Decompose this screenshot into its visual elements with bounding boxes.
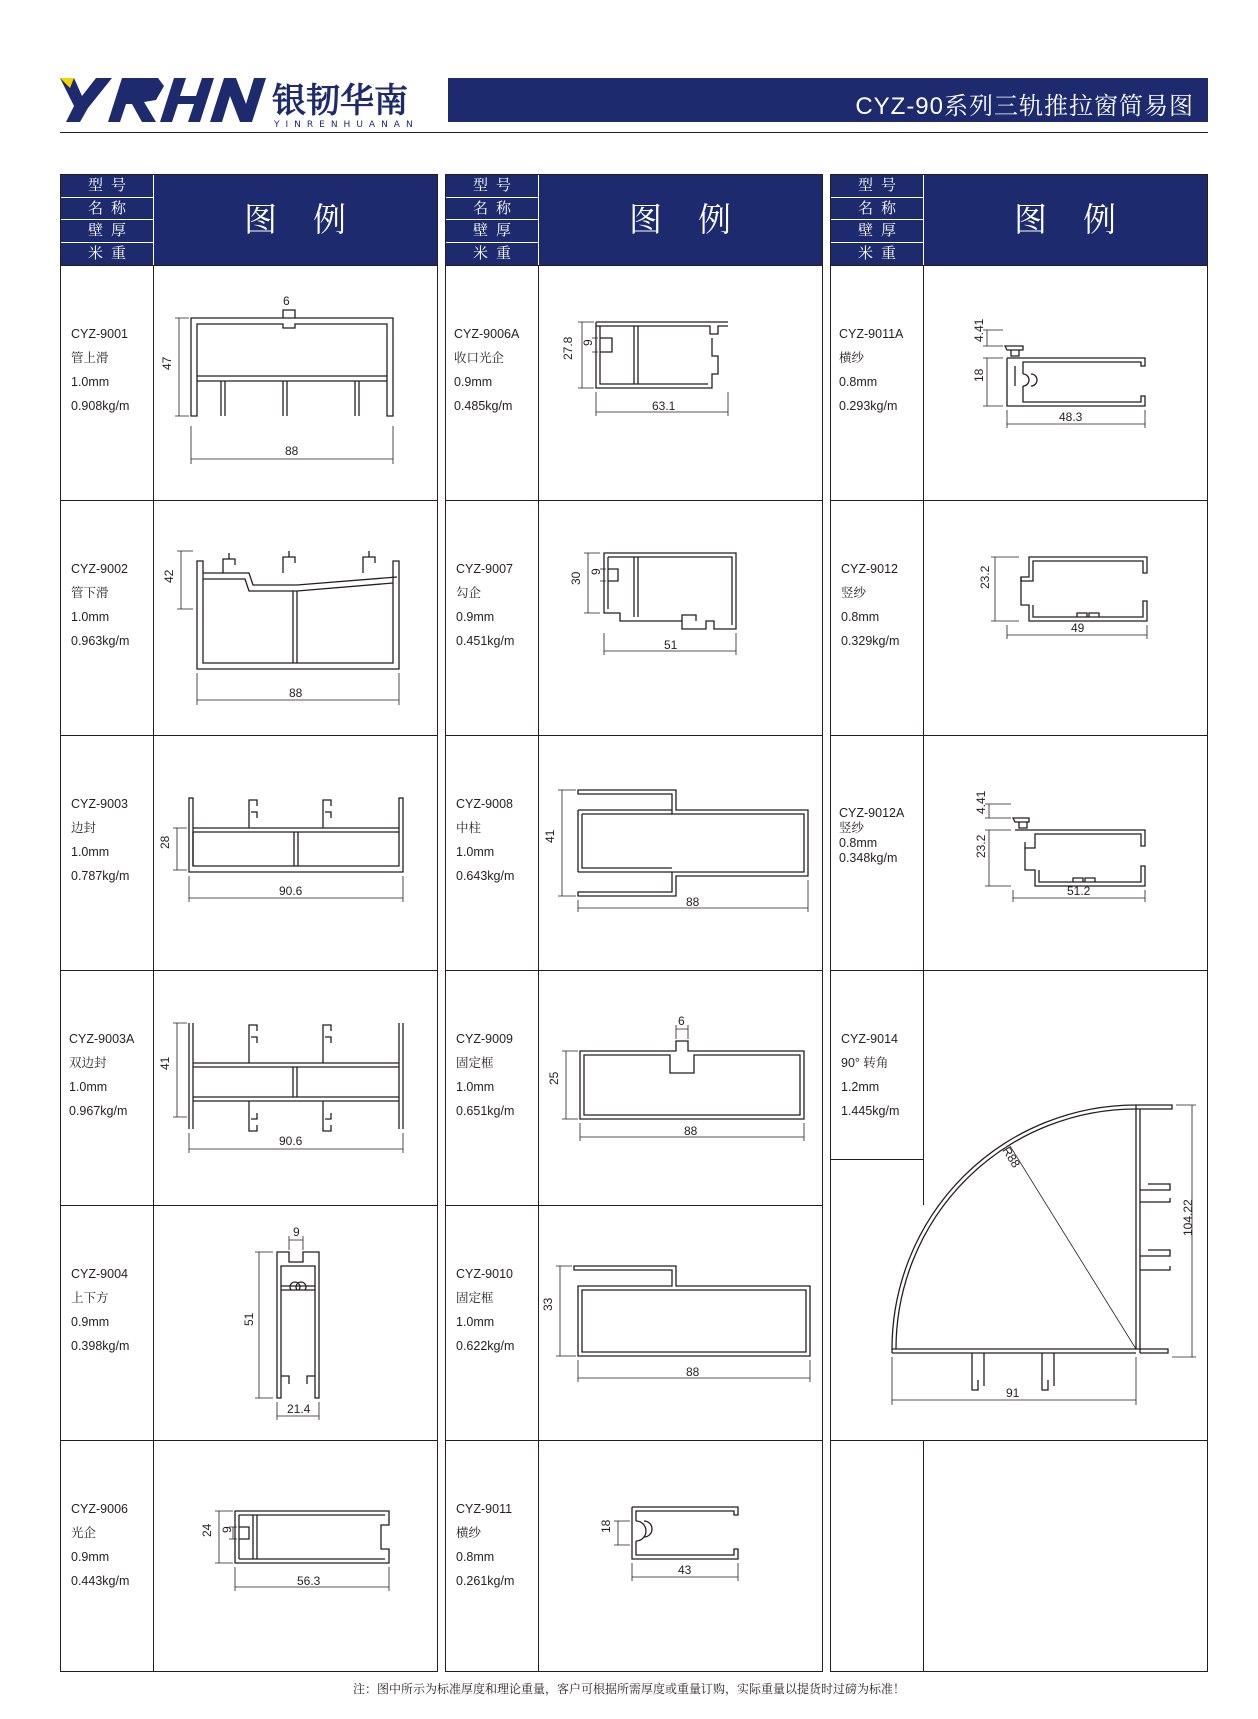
dim-label: 51 [664,638,678,652]
product-info [71,322,129,418]
product-weight: 0.293kg/m [839,399,898,413]
dim-label: 4.41 [974,790,988,814]
dim-label: 41 [543,829,557,843]
product-thickness: 1.0mm [456,1080,495,1094]
product-info [839,806,904,866]
column-keys [61,175,154,265]
product-code: CYZ-9012A [839,806,905,820]
dim-label: 18 [972,368,986,382]
column-header [446,175,822,265]
column-separator [923,1440,924,1671]
dim-label: 56.3 [297,1574,321,1588]
dim-label: 23.2 [978,565,992,589]
dim-label: 88 [686,1365,700,1379]
product-thickness: 0.9mm [454,375,493,389]
product-row [446,1205,822,1440]
dim-label: 9 [589,568,603,575]
product-thickness: 1.0mm [71,610,110,624]
product-thickness: 1.0mm [69,1080,108,1094]
profile-drawing [923,736,1209,970]
product-name: 管上滑 [71,351,109,365]
product-row [831,265,1207,500]
product-info [69,1027,134,1123]
product-code: CYZ-9003A [69,1032,135,1046]
legend-heading: 图例 [244,201,382,238]
profile-drawing [153,1206,439,1440]
column-keys [446,175,539,265]
dim-label: 51 [242,1312,256,1326]
column-header [831,175,1207,265]
product-thickness: 0.8mm [456,1550,495,1564]
product-code: CYZ-9003 [71,797,128,811]
product-code: CYZ-9011A [839,327,904,341]
product-code: CYZ-9010 [456,1267,513,1281]
profile-drawing [538,501,824,735]
product-thickness: 0.8mm [841,610,880,624]
profile-drawing [538,736,824,970]
dim-label: 48.3 [1059,410,1083,424]
key-thickness: 壁厚 [831,220,923,243]
dim-label: 49 [1071,621,1085,635]
profile-drawing [153,971,439,1205]
product-weight: 0.651kg/m [456,1104,515,1118]
dim-label: 91 [1006,1386,1020,1400]
dim-label: 33 [541,1297,555,1311]
profile-drawing [153,736,439,970]
dim-label: 4.41 [972,318,986,342]
product-info [839,322,903,418]
dim-label: 88 [684,1124,698,1138]
product-code: CYZ-9008 [456,797,513,811]
product-thickness: 0.9mm [456,610,495,624]
product-code: CYZ-9001 [71,327,128,341]
product-info [71,1497,129,1593]
dim-label: 104.22 [1181,1199,1195,1236]
product-weight: 0.261kg/m [456,1574,515,1588]
profile-drawing [538,971,824,1205]
product-info [71,1262,129,1358]
product-column-3 [830,174,1208,1672]
key-name: 名称 [446,198,538,221]
product-weight: 0.963kg/m [71,634,130,648]
dim-label: 27.8 [561,336,575,360]
product-row [61,735,437,970]
product-thickness: 1.2mm [841,1080,880,1094]
product-row [831,735,1207,970]
product-row [446,265,822,500]
product-code: CYZ-9004 [71,1267,128,1281]
product-thickness: 1.0mm [71,845,110,859]
product-column-1 [60,174,438,1672]
dim-label: 63.1 [652,399,676,413]
product-code: CYZ-9009 [456,1032,513,1046]
product-info [456,1497,514,1593]
legend-heading: 图例 [1014,201,1152,238]
product-thickness: 0.8mm [839,375,878,389]
product-row [61,265,437,500]
dim-label: 9 [220,1526,234,1533]
product-code: CYZ-9006A [454,327,520,341]
brand-logo [60,72,430,132]
product-weight: 0.787kg/m [71,869,130,883]
product-name: 管下滑 [71,586,109,600]
product-row [61,970,437,1205]
product-row [446,500,822,735]
product-weight: 0.622kg/m [456,1339,515,1353]
product-name: 横纱 [839,351,865,365]
product-info [456,792,514,888]
page-title: CYZ-90系列三轨推拉窗简易图 [855,93,1194,120]
product-name: 90° 转角 [841,1056,889,1070]
profile-drawing [153,266,439,500]
row-divider [923,970,1207,971]
product-row [446,735,822,970]
dim-label: 30 [569,571,583,585]
product-name: 固定框 [456,1291,494,1305]
product-name: 边封 [71,821,97,835]
dim-label: 51.2 [1067,884,1091,898]
product-info [456,1027,514,1123]
product-thickness: 0.8mm [839,836,878,850]
product-row [61,1205,437,1440]
dim-label: 23.2 [974,834,988,858]
product-thickness: 1.0mm [456,1315,495,1329]
product-name: 收口光企 [454,351,505,365]
product-info [71,792,129,888]
key-model: 型号 [61,175,153,198]
product-weight: 0.643kg/m [456,869,515,883]
profile-drawing [153,1441,439,1675]
header-divider [60,132,1208,133]
dim-label: R88 [999,1144,1023,1171]
dim-label: 6 [678,1014,685,1028]
product-code: CYZ-9002 [71,562,128,576]
product-thickness: 0.9mm [71,1550,110,1564]
key-thickness: 壁厚 [446,220,538,243]
profile-drawing [538,1206,824,1440]
dim-label: 88 [686,895,700,909]
product-code: CYZ-9011 [456,1502,513,1516]
product-weight: 0.485kg/m [454,399,513,413]
profile-drawing [923,266,1209,500]
key-model: 型号 [446,175,538,198]
product-weight: 0.451kg/m [456,634,515,648]
product-thickness: 1.0mm [71,375,110,389]
dim-label: 42 [162,569,176,583]
profile-drawing [923,501,1209,735]
dim-label: 47 [160,356,174,370]
product-name: 上下方 [71,1291,109,1305]
dim-label: 9 [581,339,595,346]
product-name: 竖纱 [839,821,865,835]
dim-label: 21.4 [287,1402,311,1416]
dim-label: 43 [678,1563,692,1577]
product-row [831,500,1207,735]
product-weight: 0.329kg/m [841,634,900,648]
dim-label: 24 [200,1523,214,1537]
product-code: CYZ-9012 [841,562,898,576]
product-code: CYZ-9014 [841,1032,898,1046]
product-code: CYZ-9006 [71,1502,128,1516]
product-row [446,970,822,1205]
key-name: 名称 [61,198,153,221]
row-divider [831,1440,1207,1441]
product-name: 固定框 [456,1056,494,1070]
product-info [456,557,514,653]
dim-label: 88 [285,444,299,458]
product-code: CYZ-9007 [456,562,513,576]
dim-label: 18 [599,1519,613,1533]
product-row [61,1440,437,1675]
product-name: 勾企 [456,586,482,600]
legend-heading: 图例 [629,201,767,238]
column-keys [831,175,924,265]
key-weight: 米重 [472,244,519,262]
product-info [841,557,899,653]
profile-drawing [538,1441,824,1675]
dim-label: 90.6 [279,1134,303,1148]
brand-en-text: YINRENHUANAN [274,120,419,130]
dim-label: 25 [547,1071,561,1085]
column-header [61,175,437,265]
key-model: 型号 [831,175,923,198]
key-name: 名称 [831,198,923,221]
dim-label: 28 [158,835,172,849]
key-weight: 米重 [857,244,904,262]
product-column-2 [445,174,823,1672]
product-weight: 1.445kg/m [841,1104,900,1118]
product-weight: 0.348kg/m [839,851,898,865]
product-name: 横纱 [456,1526,482,1540]
product-thickness: 1.0mm [456,845,495,859]
product-weight: 0.908kg/m [71,399,130,413]
dim-label: 9 [293,1225,300,1239]
title-bar [448,78,1208,122]
profile-drawing [832,1060,1208,1440]
product-name: 中柱 [456,821,482,835]
product-weight: 0.967kg/m [69,1104,128,1118]
dim-label: 90.6 [279,884,303,898]
product-info [456,1262,514,1358]
key-thickness: 壁厚 [61,220,153,243]
footnote: 注：图中所示为标准厚度和理论重量，客户可根据所需厚度或重量订购，实际重量以提货时过磅为标准！ [352,1682,905,1696]
product-weight: 0.443kg/m [71,1574,130,1588]
product-name: 光企 [71,1526,97,1540]
profile-drawing [153,501,439,735]
product-info [71,557,129,653]
product-thickness: 0.9mm [71,1315,110,1329]
dim-label: 6 [283,294,290,308]
product-name: 竖纱 [841,586,867,600]
brand-cn-text: 银韧华南 [272,81,408,121]
product-weight: 0.398kg/m [71,1339,130,1353]
product-name: 双边封 [69,1056,107,1070]
product-row [446,1440,822,1675]
product-info [454,322,519,418]
dim-label: 41 [158,1056,172,1070]
profile-drawing [538,266,824,500]
product-row [61,500,437,735]
key-weight: 米重 [87,244,134,262]
dim-label: 88 [289,686,303,700]
